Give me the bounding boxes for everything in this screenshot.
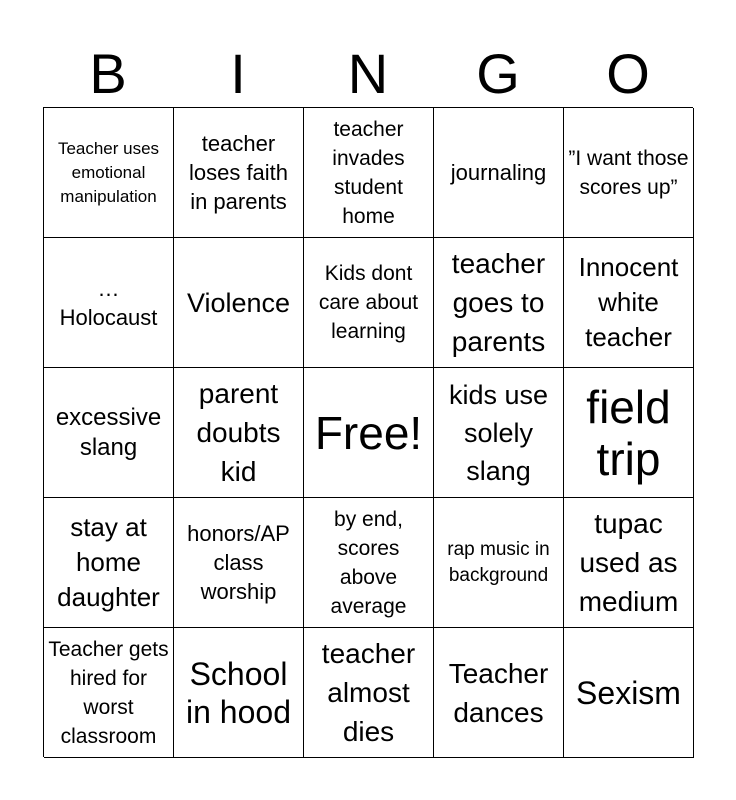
free-space: Free! [314,406,423,459]
bingo-cell-n1[interactable] [304,108,434,238]
cell-text: Violence [186,287,291,318]
cell-text: stay at home daughter [57,512,160,612]
bingo-cell-b5[interactable] [44,628,174,758]
bingo-cell-o1[interactable] [564,108,694,238]
bingo-cell-b4[interactable] [44,498,174,628]
cell-text: ”I want those scores up” [568,146,689,199]
bingo-cell-g4[interactable] [434,498,564,628]
bingo-cell-n4[interactable] [304,498,434,628]
header-letter-g: G [476,42,520,105]
cell-text: parent doubts kid [196,378,281,487]
cell-text: honors/AP class worship [187,521,290,604]
bingo-cell-i3[interactable] [174,368,304,498]
cell-text: Innocent white teacher [578,252,679,352]
cell-text: kids use solely slang [448,379,549,486]
cell-text: … Holocaust [59,275,158,330]
bingo-cell-i2[interactable] [174,238,304,368]
bingo-cell-o2[interactable] [564,238,694,368]
bingo-cell-g3[interactable] [434,368,564,498]
bingo-cell-n3[interactable] [304,368,434,498]
bingo-cell-n5[interactable] [304,628,434,758]
cell-text: Kids dont care about learning [318,262,419,343]
bingo-cell-g1[interactable] [434,108,564,238]
cell-text: teacher invades student home [332,117,405,228]
bingo-cell-o5[interactable] [564,628,694,758]
bingo-cell-i1[interactable] [174,108,304,238]
cell-text: tupac used as medium [578,508,679,617]
bingo-board [43,107,693,757]
bingo-cell-g5[interactable] [434,628,564,758]
bingo-cell-b3[interactable] [44,368,174,498]
bingo-cell-o3[interactable] [564,368,694,498]
cell-text: teacher goes to parents [451,248,546,357]
cell-text: teacher almost dies [321,638,416,747]
bingo-cell-n2[interactable] [304,238,434,368]
cell-text: Sexism [576,674,681,711]
cell-text: Teacher dances [448,657,549,728]
cell-text: journaling [450,160,547,185]
cell-text: rap music in background [447,538,550,586]
cell-text: Teacher uses emotional manipulation [57,138,160,206]
cell-text: field trip [586,380,671,485]
header-letter-o: O [606,42,650,105]
header-letter-b: B [89,42,127,105]
bingo-cell-b1[interactable] [44,108,174,238]
cell-text: excessive slang [55,403,162,461]
cell-text: Teacher gets hired for worst classroom [48,637,169,748]
cell-text: teacher loses faith in parents [188,131,289,214]
cell-text: by end, scores above average [330,507,407,618]
bingo-cell-o4[interactable] [564,498,694,628]
header-letter-n: N [347,42,389,105]
cell-text: School in hood [186,655,291,730]
bingo-cell-i5[interactable] [174,628,304,758]
bingo-cell-g2[interactable] [434,238,564,368]
bingo-cell-b2[interactable] [44,238,174,368]
bingo-header [43,40,693,108]
header-letter-i: I [230,42,246,105]
bingo-cell-i4[interactable] [174,498,304,628]
